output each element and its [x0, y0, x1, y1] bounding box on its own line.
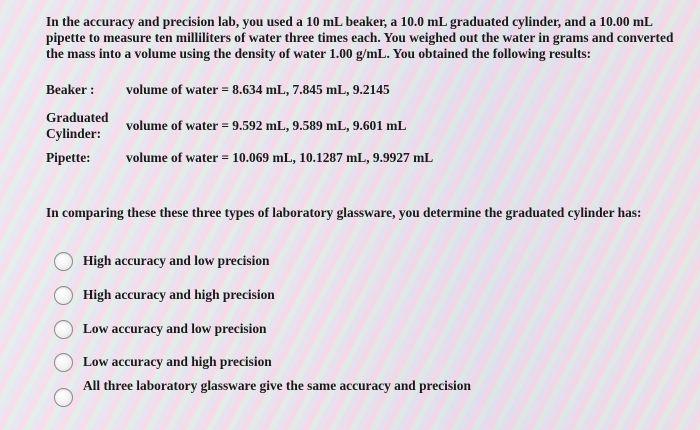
radio-button[interactable]	[54, 286, 73, 305]
question-prompt: In comparing these these three types of laboratory glassware, you determine the graduated cylinder has:	[46, 205, 642, 220]
radio-button[interactable]	[54, 252, 73, 271]
row-value-graduated-cylinder: volume of water = 9.592 mL, 9.589 mL, 9.601 mL	[126, 118, 407, 133]
answer-option-4[interactable]	[54, 351, 272, 373]
answer-option-3[interactable]	[54, 318, 267, 340]
option-label[interactable]: High accuracy and high precision	[83, 287, 275, 302]
row-label-beaker: Beaker :	[46, 82, 95, 97]
row-label-graduated-cylinder	[46, 110, 124, 142]
option-label[interactable]: All three laboratory glassware give the same accuracy and precision	[83, 378, 471, 393]
row-value-pipette: volume of water = 10.069 mL, 10.1287 mL, 9.9927 mL	[126, 150, 434, 165]
row-label-pipette: Pipette:	[46, 150, 91, 165]
option-label[interactable]: High accuracy and low precision	[83, 253, 270, 268]
answer-option-5[interactable]	[54, 378, 471, 410]
row-value-beaker: volume of water = 8.634 mL, 7.845 mL, 9.2145	[126, 82, 390, 97]
answer-option-2[interactable]	[54, 284, 275, 306]
radio-button[interactable]	[54, 353, 73, 372]
row-label-line2: Cylinder:	[46, 126, 102, 141]
answer-option-1[interactable]	[54, 250, 269, 272]
radio-button[interactable]	[54, 388, 73, 407]
question-intro: In the accuracy and precision lab, you used a 10 mL beaker, a 10.0 mL graduated cylinder, and a 10.00 mL pipette to measure ten milliliters of water three times each. You weighed out the water in grams and converted the mass into a volume using the density of water 1.00 g/mL. You obtained the following results:	[46, 14, 674, 61]
option-label[interactable]: Low accuracy and low precision	[83, 321, 267, 336]
row-label-line1: Graduated	[46, 110, 109, 125]
option-label[interactable]: Low accuracy and high precision	[83, 354, 272, 369]
radio-button[interactable]	[54, 320, 73, 339]
